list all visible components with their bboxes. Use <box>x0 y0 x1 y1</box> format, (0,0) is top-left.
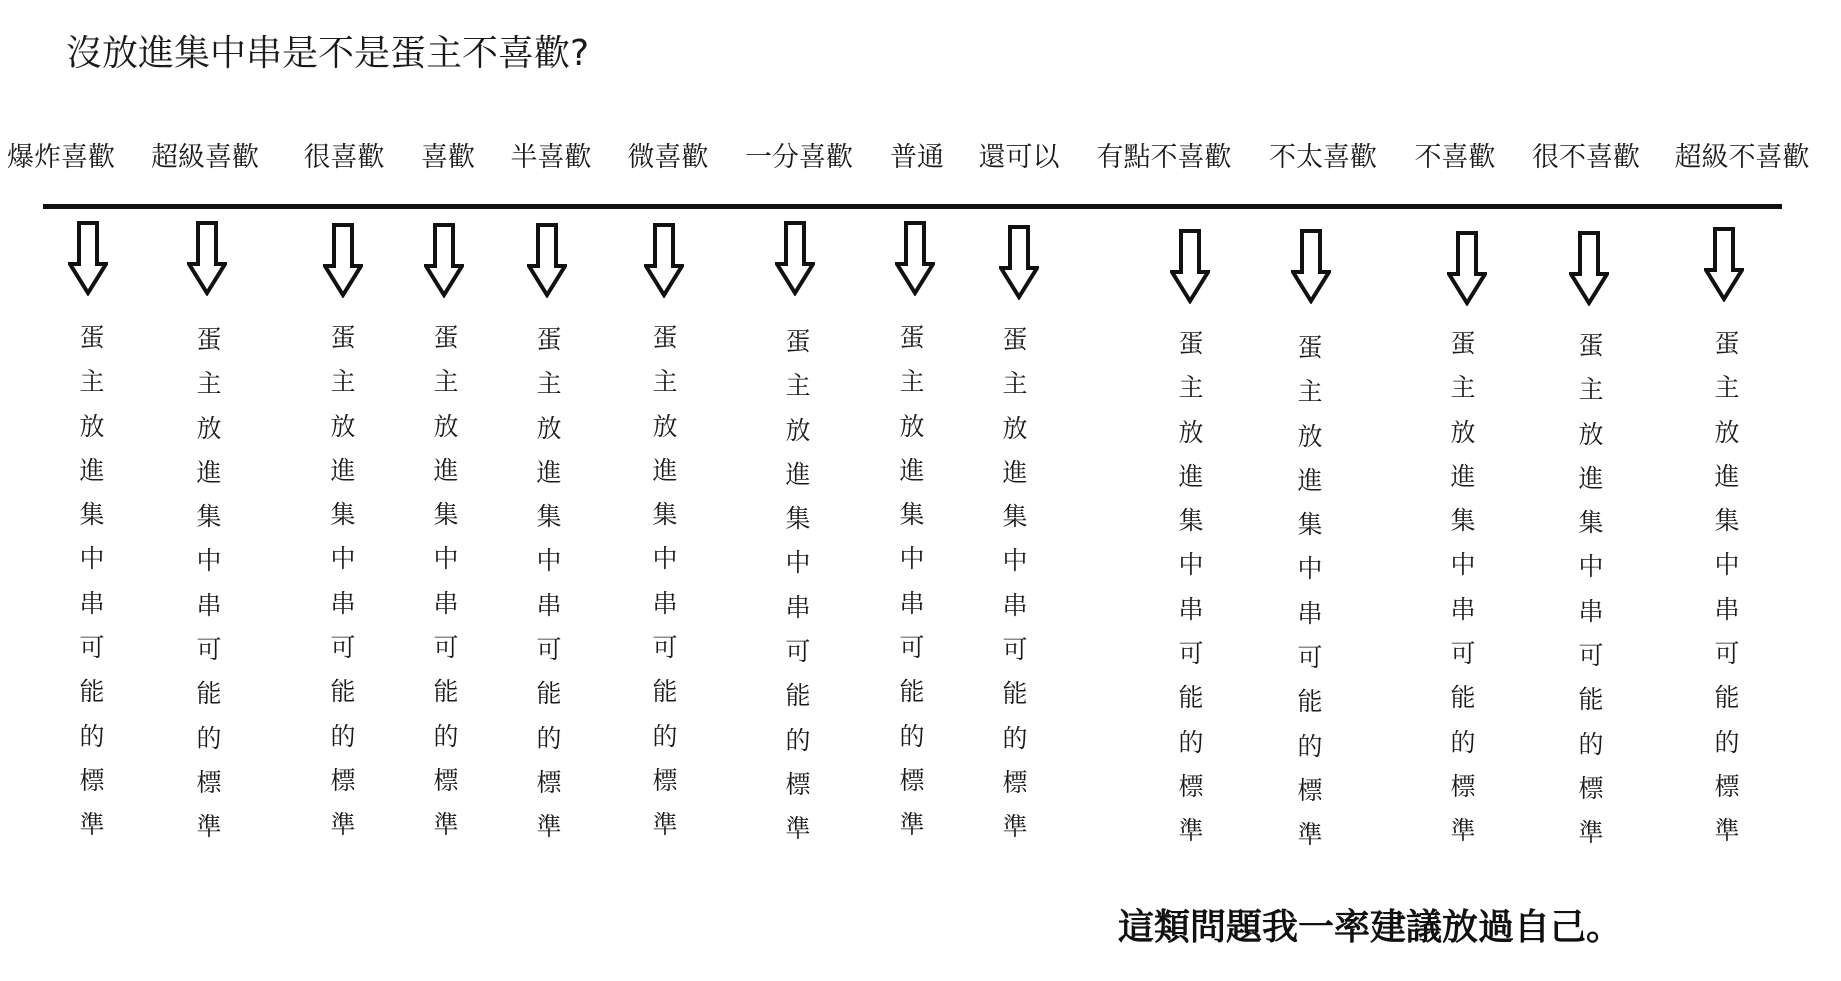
down-arrow-icon <box>1170 228 1210 304</box>
column-criteria-text: 蛋主放進集中串可能的標準 <box>79 323 105 840</box>
column-criteria-text: 蛋主放進集中串可能的標準 <box>652 323 678 840</box>
scale-label-half-like: 半喜歡 <box>510 142 592 173</box>
column-criteria-text: 蛋主放進集中串可能的標準 <box>1002 325 1028 842</box>
scale-label-really-dislike: 很不喜歡 <box>1532 142 1640 173</box>
column-criteria-text: 蛋主放進集中串可能的標準 <box>785 327 811 844</box>
down-arrow-icon <box>999 224 1039 300</box>
column-criteria-text: 蛋主放進集中串可能的標準 <box>1297 333 1323 850</box>
down-arrow-icon <box>323 222 363 298</box>
down-arrow-icon <box>187 220 227 296</box>
scale-label-slight-dislike: 有點不喜歡 <box>1096 142 1232 173</box>
scale-label-slight-like: 微喜歡 <box>627 142 709 173</box>
down-arrow-icon <box>644 222 684 298</box>
column-criteria-text: 蛋主放進集中串可能的標準 <box>1578 331 1604 848</box>
column-criteria-text: 蛋主放進集中串可能的標準 <box>1178 329 1204 846</box>
down-arrow-icon <box>895 220 935 296</box>
scale-label-a-bit-like: 一分喜歡 <box>745 142 853 173</box>
scale-label-explosive-like: 爆炸喜歡 <box>7 142 115 173</box>
scale-label-super-dislike: 超級不喜歡 <box>1674 142 1810 173</box>
column-criteria-text: 蛋主放進集中串可能的標準 <box>330 323 356 840</box>
column-criteria-text: 蛋主放進集中串可能的標準 <box>899 323 925 840</box>
down-arrow-icon <box>1704 226 1744 302</box>
column-criteria-text: 蛋主放進集中串可能的標準 <box>1714 329 1740 846</box>
down-arrow-icon <box>775 220 815 296</box>
down-arrow-icon <box>1447 230 1487 306</box>
down-arrow-icon <box>1569 230 1609 306</box>
column-criteria-text: 蛋主放進集中串可能的標準 <box>536 325 562 842</box>
down-arrow-icon <box>527 222 567 298</box>
footer-advice-text: 這類問題我一率建議放過自己。 <box>1118 907 1623 948</box>
scale-label-okay: 還可以 <box>978 142 1060 173</box>
scale-label-dislike: 不喜歡 <box>1414 142 1496 173</box>
scale-divider-line <box>43 204 1782 209</box>
column-criteria-text: 蛋主放進集中串可能的標準 <box>196 325 222 842</box>
down-arrow-icon <box>424 222 464 298</box>
down-arrow-icon <box>1291 228 1331 304</box>
scale-label-not-much-like: 不太喜歡 <box>1269 142 1377 173</box>
down-arrow-icon <box>68 220 108 296</box>
scale-label-like: 喜歡 <box>421 142 475 173</box>
column-criteria-text: 蛋主放進集中串可能的標準 <box>1450 329 1476 846</box>
scale-label-neutral: 普通 <box>890 142 944 173</box>
scale-label-super-like: 超級喜歡 <box>151 142 259 173</box>
column-criteria-text: 蛋主放進集中串可能的標準 <box>433 323 459 840</box>
scale-label-really-like: 很喜歡 <box>303 142 385 173</box>
page-title: 沒放進集中串是不是蛋主不喜歡? <box>66 33 590 74</box>
